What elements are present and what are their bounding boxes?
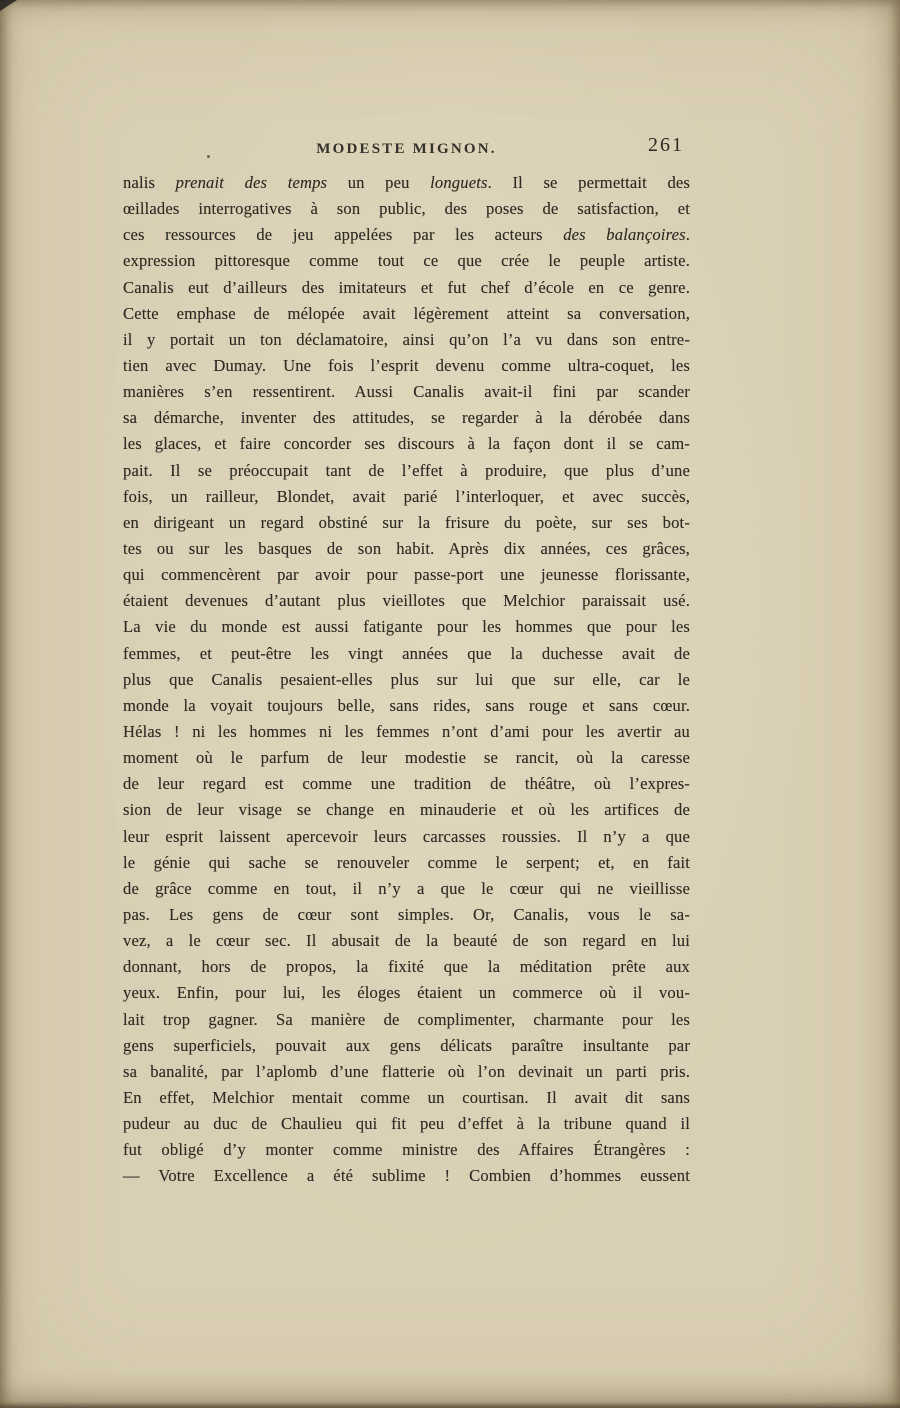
text-segment: .: [685, 225, 690, 245]
text-segment: pas. Les gens de cœur sont simples. Or, Canalis, vous le sa-: [123, 904, 690, 924]
text-segment: Cette emphase de mélopée avait légèrement atteint sa conversation,: [123, 303, 690, 323]
text-segment: en dirigeant un regard obstiné sur la frisure du poète, sur ses bot-: [123, 512, 690, 532]
text-segment: il y portait un ton déclamatoire, ainsi qu’on l’a vu dans son entre-: [123, 329, 690, 349]
text-line: [123, 170, 690, 196]
text-segment: En effet, Melchior mentait comme un courtisan. Il avait dit sans: [123, 1087, 690, 1107]
text-line: [123, 614, 690, 640]
text-segment: leur esprit laissent apercevoir leurs carcasses roussies. Il n’y a que: [123, 826, 690, 846]
text-line: [123, 954, 690, 980]
text-line: [123, 667, 690, 693]
text-line: [123, 301, 690, 327]
text-segment: lait trop gagner. Sa manière de complimenter, charmante pour les: [123, 1009, 690, 1029]
text-segment: La vie du monde est aussi fatigante pour les hommes que pour les: [123, 617, 690, 637]
text-segment: sa démarche, inventer des attitudes, se regarder à la dérobée dans: [123, 408, 690, 428]
text-line: [123, 353, 690, 379]
text-line: [123, 928, 690, 954]
italic-text-segment: longuets: [430, 173, 488, 192]
text-line: [123, 824, 690, 850]
text-line: [123, 797, 690, 823]
text-line: [123, 1111, 690, 1137]
text-line: [123, 850, 690, 876]
text-segment: manières s’en ressentirent. Aussi Canalis avait-il fini par scander: [123, 382, 690, 402]
text-line: [123, 196, 690, 222]
text-line: [123, 1085, 690, 1111]
text-segment: tien avec Dumay. Une fois l’esprit devenu comme ultra-coquet, les: [123, 355, 690, 375]
text-segment: yeux. Enfin, pour lui, les éloges étaient un commerce où il vou-: [123, 983, 690, 1003]
text-line: [123, 745, 690, 771]
text-line: [123, 536, 690, 562]
text-line: [123, 1059, 690, 1085]
text-line: [123, 1033, 690, 1059]
text-segment: Canalis eut d’ailleurs des imitateurs et fut chef d’école en ce genre.: [123, 277, 690, 297]
page-bottom-shadow: [0, 1402, 900, 1408]
text-line: [123, 222, 690, 248]
text-line: [123, 248, 690, 274]
text-segment: monde la voyait toujours belle, sans rides, sans rouge et sans cœur.: [123, 695, 690, 715]
text-segment: femmes, et peut-être les vingt années que la duchesse avait de: [123, 643, 690, 663]
text-line: [123, 562, 690, 588]
text-segment: nalis: [123, 173, 176, 192]
text-segment: tes ou sur les basques de son habit. Après dix années, ces grâces,: [123, 538, 690, 558]
text-line: [123, 771, 690, 797]
text-segment: expression pittoresque comme tout ce que crée le peuple artiste.: [123, 251, 690, 271]
italic-text-segment: prenait des temps: [175, 173, 328, 192]
text-line: [123, 327, 690, 353]
text-segment: de leur regard est comme une tradition de théâtre, où l’expres-: [123, 774, 690, 794]
text-segment: moment où le parfum de leur modestie se rancit, où la caresse: [123, 748, 690, 768]
text-segment: . Il se permettait des: [487, 173, 691, 192]
text-line: [123, 1163, 690, 1189]
text-line: [123, 719, 690, 745]
text-line: [123, 1137, 690, 1163]
text-segment: les glaces, et faire concorder ses discours à la façon dont il se cam-: [123, 434, 690, 454]
text-segment: pait. Il se préoccupait tant de l’effet à produire, que plus d’une: [123, 460, 690, 480]
text-segment: sa banalité, par l’aplomb d’une flatterie où l’on devinait un parti pris.: [123, 1061, 690, 1081]
text-line: [123, 876, 690, 902]
text-segment: œillades interrogatives à son public, des poses de satisfaction, et: [123, 199, 690, 219]
italic-text-segment: des balançoires: [563, 225, 686, 245]
text-segment: un peu: [327, 173, 431, 192]
text-segment: Hélas ! ni les hommes ni les femmes n’ont d’ami pour les avertir au: [123, 721, 690, 741]
text-line: [123, 379, 690, 405]
text-segment: sion de leur visage se change en minauderie et où les artifices de: [123, 800, 690, 820]
text-segment: pudeur au duc de Chaulieu qui fit peu d’effet à la tribune quand il: [123, 1114, 690, 1134]
text-segment: plus que Canalis pesaient-elles plus sur lui que sur elle, car le: [123, 669, 690, 689]
running-title: MODESTE MIGNON.: [316, 141, 497, 157]
text-segment: donnant, hors de propos, la fixité que la méditation prête aux: [123, 957, 690, 977]
page-corner-mark: [0, 0, 17, 11]
page-number: 261: [648, 134, 684, 156]
text-line: [123, 510, 690, 536]
text-segment: qui commencèrent par avoir pour passe-port une jeunesse florissante,: [123, 565, 690, 585]
page-header: [123, 134, 690, 158]
text-line: [123, 484, 690, 510]
text-line: [123, 588, 690, 614]
text-segment: le génie qui sache se renouveler comme le serpent; et, en fait: [123, 852, 690, 872]
text-line: [123, 693, 690, 719]
text-segment: fut obligé d’y monter comme ministre des Affaires Étrangères :: [123, 1140, 690, 1160]
text-line: [123, 1007, 690, 1033]
text-line: [123, 431, 690, 457]
text-segment: gens superficiels, pouvait aux gens délicats paraître insultante par: [123, 1035, 690, 1055]
text-segment: étaient devenues d’autant plus vieillotes que Melchior paraissait usé.: [123, 591, 690, 611]
text-line: [123, 902, 690, 928]
text-segment: fois, un railleur, Blondet, avait parié l’interloquer, et avec succès,: [123, 486, 690, 506]
text-line: [123, 405, 690, 431]
text-line: [123, 275, 690, 301]
text-segment: ces ressources de jeu appelées par les acteurs: [123, 225, 564, 245]
text-segment: — Votre Excellence a été sublime ! Combien d’hommes eussent: [123, 1166, 690, 1186]
text-line: [123, 458, 690, 484]
text-segment: de grâce comme en tout, il n’y a que le cœur qui ne vieillisse: [123, 878, 690, 898]
page-text: [123, 170, 690, 1189]
text-line: [123, 980, 690, 1006]
text-segment: vez, a le cœur sec. Il abusait de la beauté de son regard en lui: [123, 931, 690, 951]
text-line: [123, 641, 690, 667]
